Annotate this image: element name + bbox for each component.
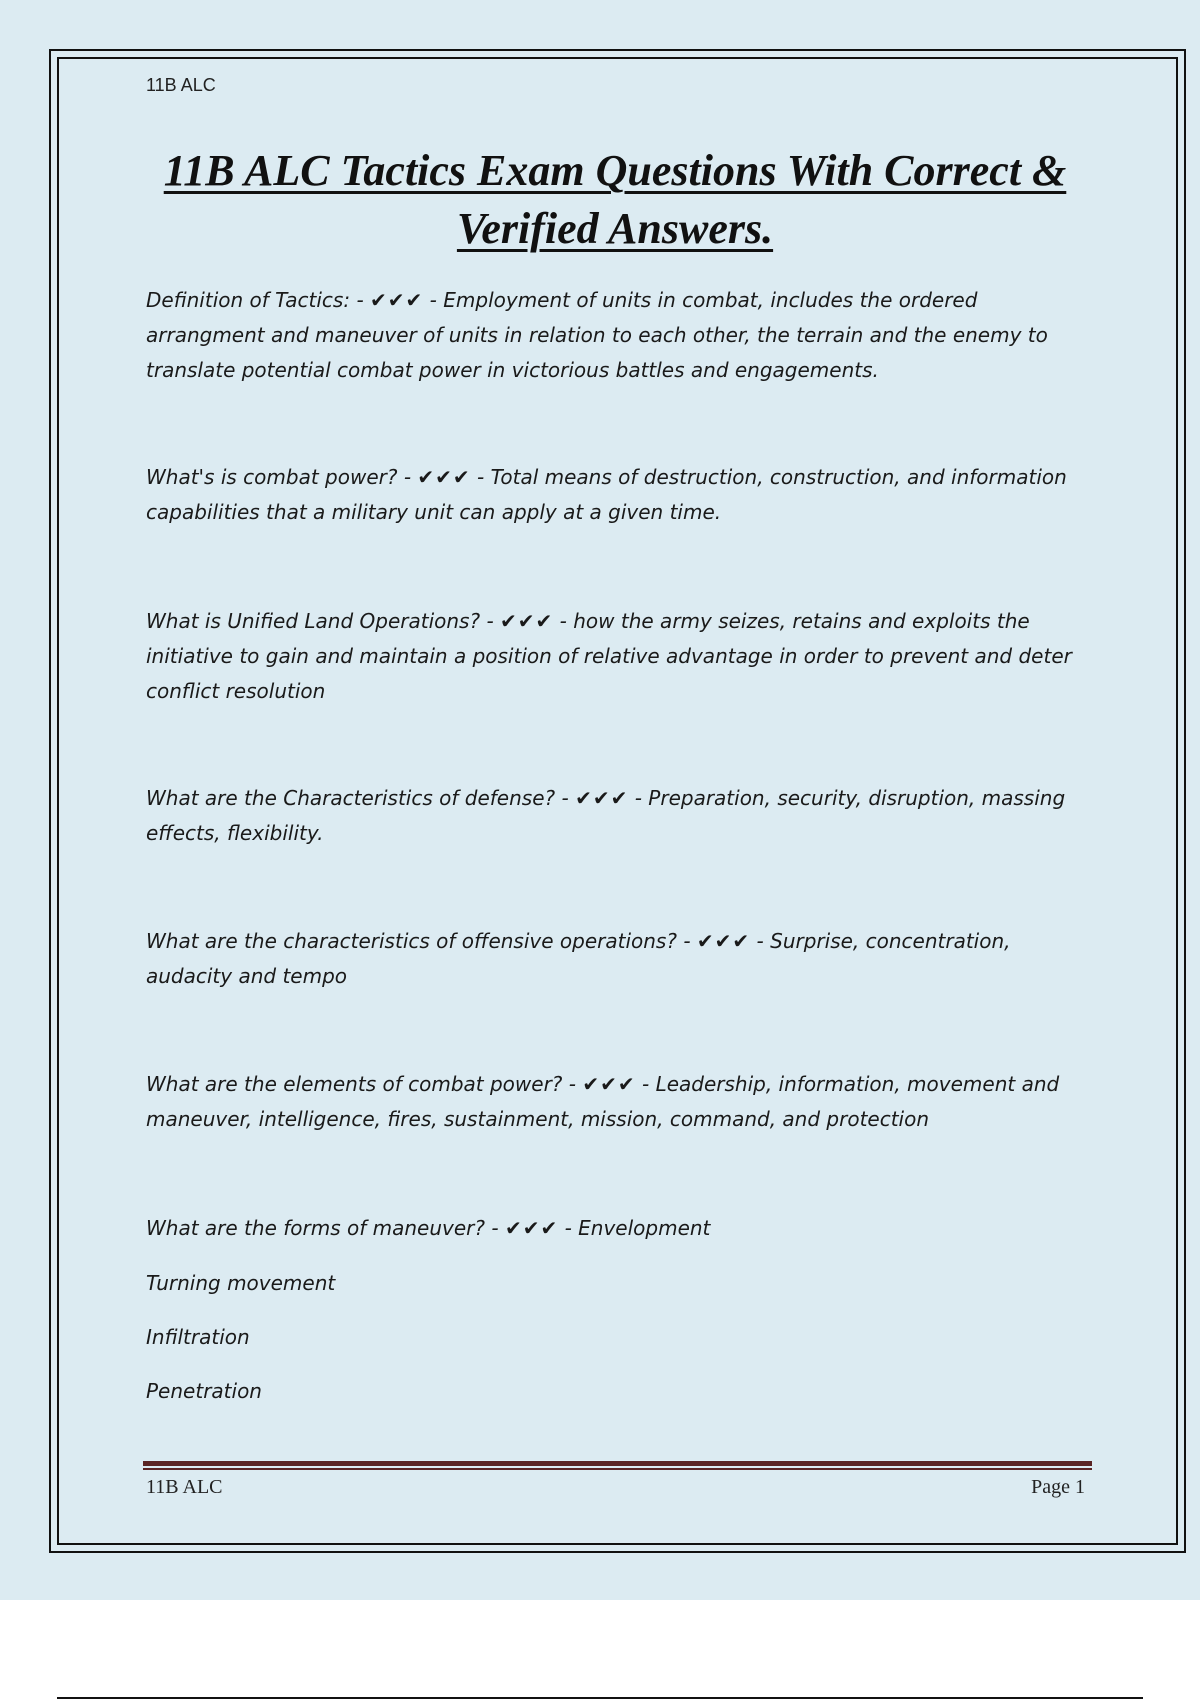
checkmarks-icon: ✔✔✔ — [500, 609, 554, 633]
checkmarks-icon: ✔✔✔ — [417, 465, 471, 489]
checkmarks-icon: ✔✔✔ — [504, 1216, 559, 1240]
qa-item: What are the forms of maneuver? - ✔✔✔ - Envelopment — [146, 1216, 711, 1240]
question: What are the characteristics of offensive operations? — [146, 929, 677, 953]
list-item: Penetration — [146, 1379, 262, 1403]
footer-label: 11B ALC — [146, 1476, 223, 1498]
question: What's is combat power? — [146, 465, 398, 489]
answer: Envelopment — [578, 1216, 711, 1240]
qa-item: What are the Characteristics of defense? - ✔✔✔ - Preparation, security, disruption, massing effects, flexibility. — [146, 786, 1066, 845]
checkmarks-icon: ✔✔✔ — [582, 1072, 636, 1096]
answer: Surprise, concentration, audacity and tempo — [146, 929, 1011, 988]
question: What is Unified Land Operations? — [146, 609, 481, 633]
checkmarks-icon: ✔✔✔ — [696, 929, 751, 953]
list-item: Infiltration — [146, 1325, 250, 1349]
qa-item: What's is combat power? - ✔✔✔ - Total means of destruction, construction, and information capabilities that a military unit can apply at a given time. — [146, 465, 1067, 524]
footer-divider-thin — [143, 1468, 1092, 1470]
qa-item: What are the characteristics of offensive operations? - ✔✔✔ - Surprise, concentration, audacity and tempo — [146, 929, 1011, 988]
page-header: 11B ALC — [146, 75, 216, 95]
footer-divider — [143, 1461, 1092, 1466]
qa-item: What are the elements of combat power? - ✔✔✔ - Leadership, information, movement and maneuver, intelligence, fires, sustainment, mission, command, and protection — [146, 1072, 1060, 1131]
question: What are the elements of combat power? — [146, 1072, 563, 1096]
answer: Total means of destruction, construction, and information capabilities that a military unit can apply at a given time. — [146, 465, 1067, 524]
next-page-border — [57, 1697, 1143, 1699]
question: What are the forms of maneuver? — [146, 1216, 485, 1240]
list-item: Turning movement — [146, 1271, 336, 1295]
page-number: Page 1 — [1031, 1476, 1085, 1498]
qa-item: What is Unified Land Operations? - ✔✔✔ - how the army seizes, retains and exploits the initiative to gain and maintain a position of relative advantage in order to prevent and deter conflict resolution — [146, 609, 1072, 703]
question: What are the Characteristics of defense? — [146, 786, 556, 810]
checkmarks-icon: ✔✔✔ — [575, 786, 629, 810]
checkmarks-icon: ✔✔✔ — [370, 288, 424, 312]
question: Definition of Tactics: — [146, 288, 351, 312]
document-title: 11B ALC Tactics Exam Questions With Correct & Verified Answers. — [163, 146, 1067, 253]
answer: Preparation, security, disruption, massing effects, flexibility. — [146, 786, 1066, 845]
answer: how the army seizes, retains and exploits the initiative to gain and maintain a position of relative advantage in order to prevent and deter conflict resolution — [146, 609, 1072, 703]
answer: Employment of units in combat, includes the ordered arrangment and maneuver of units in relation to each other, the terrain and the enemy to translate potential combat power in victorious battles and engagements. — [146, 288, 1048, 382]
qa-item: Definition of Tactics: - ✔✔✔ - Employment of units in combat, includes the ordered arrangment and maneuver of units in relation to each other, the terrain and the enemy to translate potential combat power in victorious battles and engagements. — [146, 288, 1048, 382]
answer: Leadership, information, movement and maneuver, intelligence, fires, sustainment, mission, command, and protection — [146, 1072, 1060, 1131]
